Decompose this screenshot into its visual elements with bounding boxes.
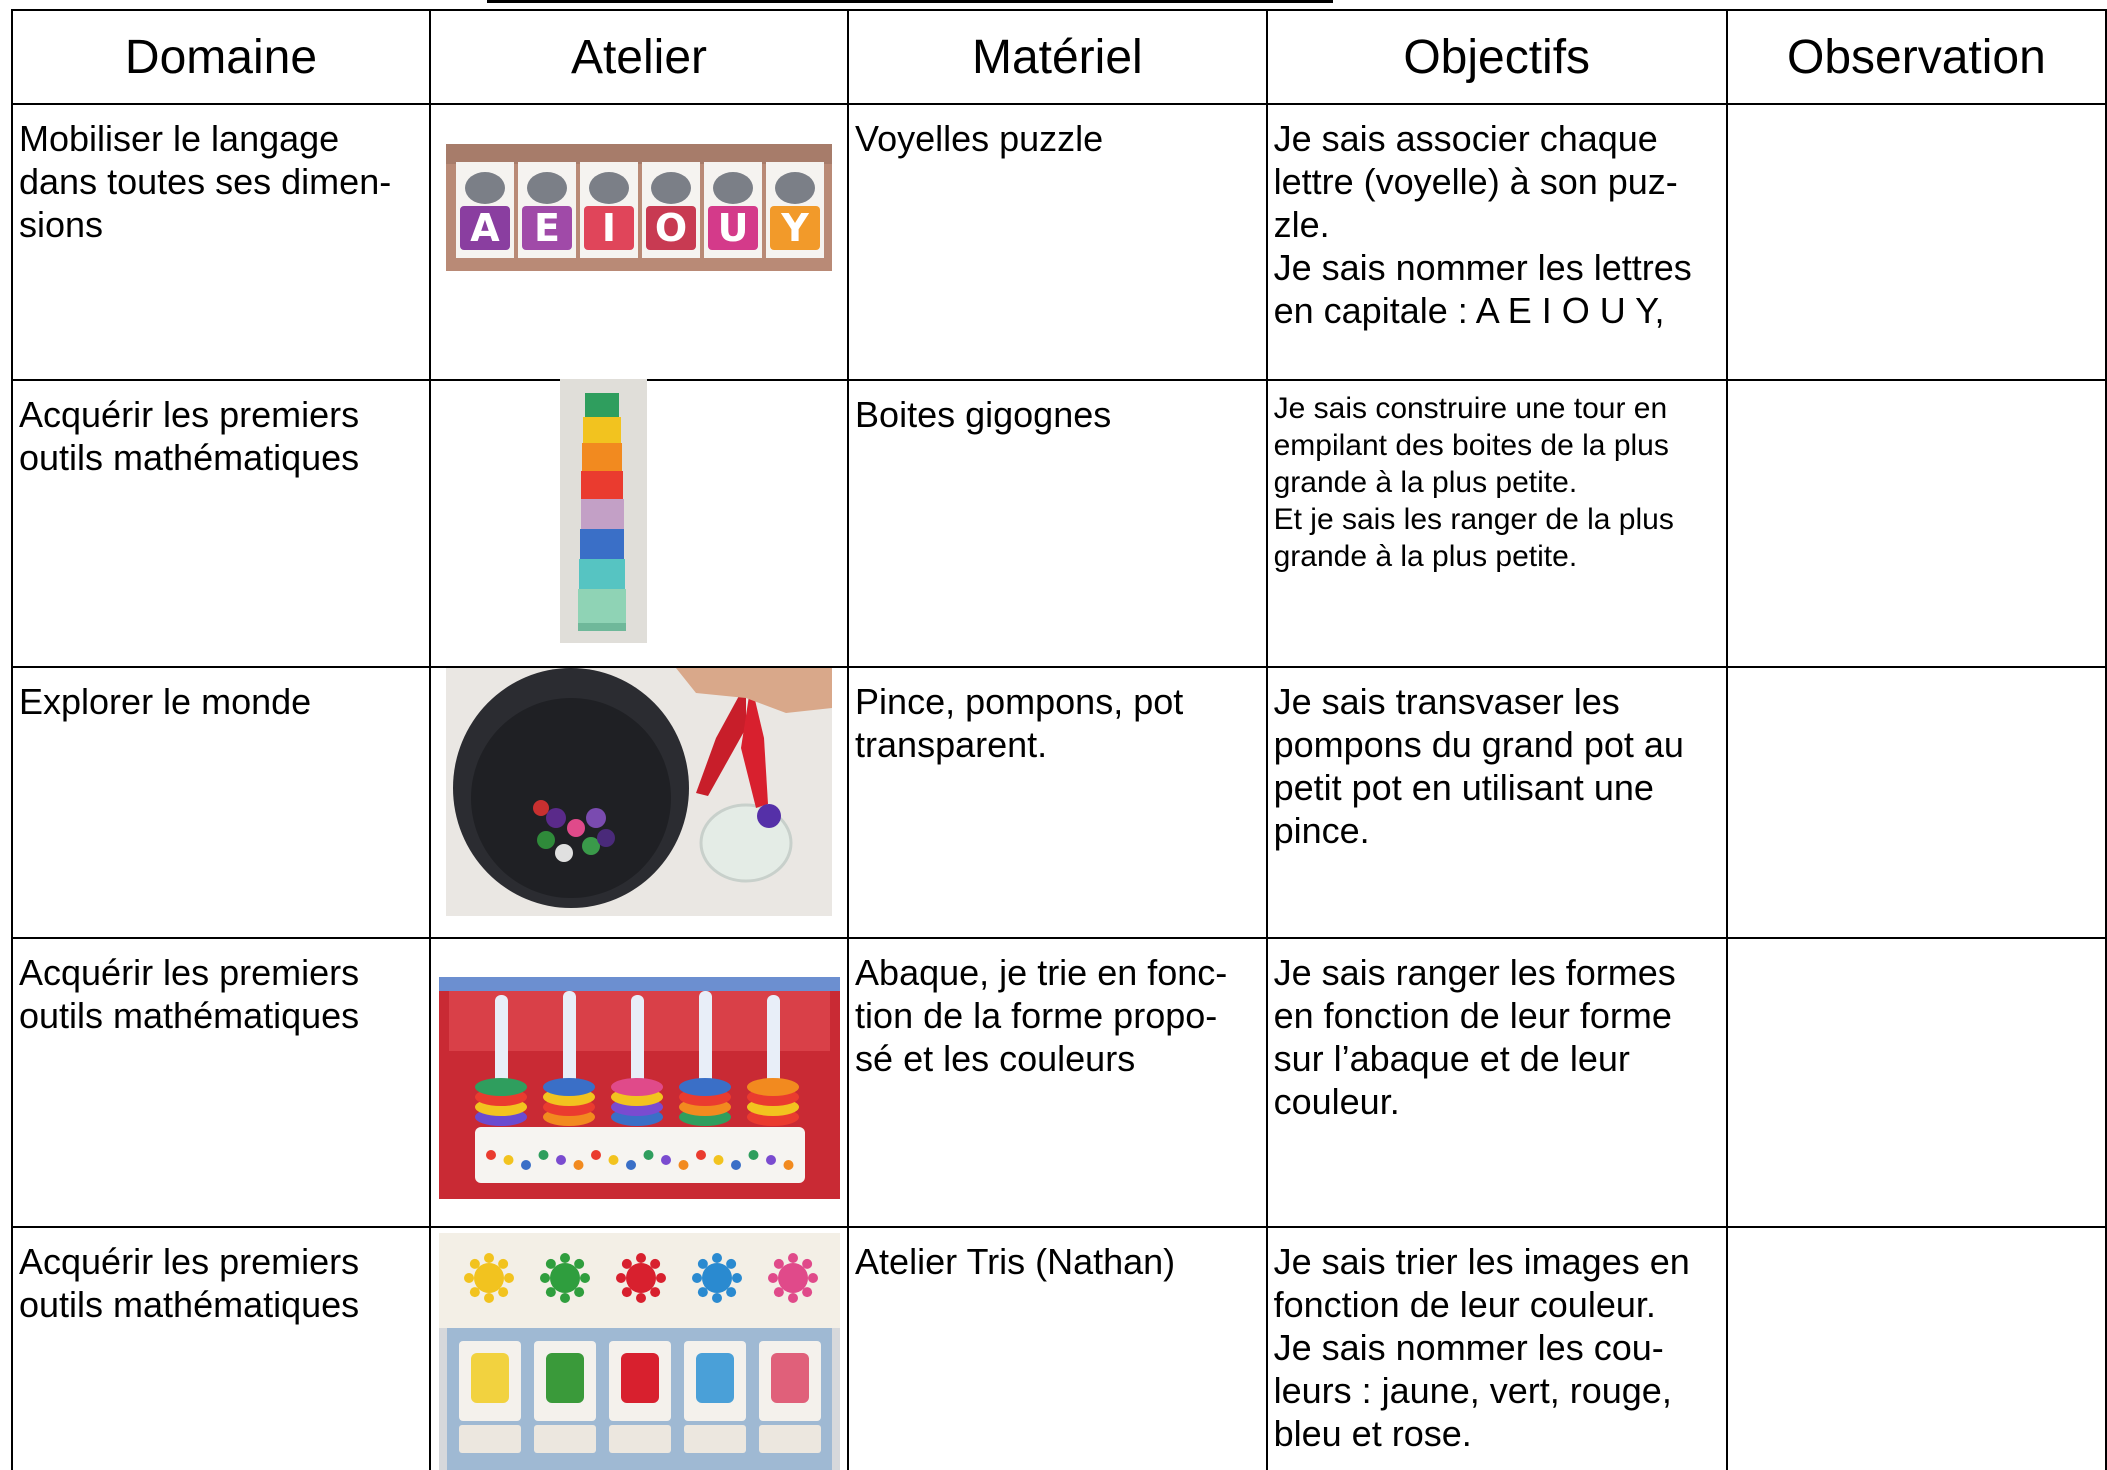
- domaine-cell: Mobiliser le langage dans toutes ses dimen- sions: [12, 104, 430, 380]
- domaine-cell: Acquérir les premiers outils mathématiques: [12, 1227, 430, 1470]
- table-row: [12, 667, 2106, 938]
- vowel-letter: U: [717, 206, 749, 250]
- workshop-table: [11, 9, 2107, 1470]
- atelier-cell: [430, 938, 848, 1227]
- header-row: [12, 10, 2106, 104]
- table-row: [12, 938, 2106, 1227]
- vowel-letter: A: [470, 206, 500, 250]
- domaine-cell: Acquérir les premiers outils mathématiques: [12, 380, 430, 667]
- vowel-puzzle-cards-photo: [446, 144, 832, 271]
- vowel-letter: O: [654, 206, 688, 250]
- atelier-cell: [430, 1227, 848, 1470]
- header-materiel: Matériel: [848, 10, 1267, 104]
- objectifs-cell: Je sais associer chaque lettre (voyelle) à son puz- zle. Je sais nommer les lettres en capitale : A E I O U Y,: [1267, 104, 1727, 380]
- header-observation: Observation: [1727, 10, 2106, 104]
- tweezers-pompoms-pot-photo: [446, 668, 832, 916]
- header-domaine: Domaine: [12, 10, 430, 104]
- table-row: [12, 1227, 2106, 1470]
- domaine-cell: Acquérir les premiers outils mathématiques: [12, 938, 430, 1227]
- materiel-cell: Voyelles puzzle: [848, 104, 1267, 380]
- domaine-cell: Explorer le monde: [12, 667, 430, 938]
- objectifs-cell: Je sais construire une tour en empilant des boites de la plus grande à la plus petite. Et je sais les ranger de la plus grande à la plus petite.: [1267, 380, 1727, 667]
- color-sorting-tray-photo: [439, 1233, 840, 1470]
- table-row: [12, 104, 2106, 380]
- observation-cell[interactable]: [1727, 938, 2106, 1227]
- observation-cell[interactable]: [1727, 1227, 2106, 1470]
- table-row: [12, 380, 2106, 667]
- shape-sorting-abacus-photo: [439, 977, 840, 1199]
- vowel-letter: Y: [781, 206, 809, 250]
- objectifs-cell: Je sais ranger les formes en fonction de leur forme sur l’abaque et de leur couleur.: [1267, 938, 1727, 1227]
- objectifs-cell: Je sais transvaser les pompons du grand pot au petit pot en utilisant une pince.: [1267, 667, 1727, 938]
- header-atelier: Atelier: [430, 10, 848, 104]
- nesting-boxes-tower-photo: [560, 379, 647, 643]
- atelier-cell: [430, 667, 848, 938]
- atelier-cell: [430, 104, 848, 380]
- observation-cell[interactable]: [1727, 104, 2106, 380]
- materiel-cell: Pince, pompons, pot transparent.: [848, 667, 1267, 938]
- materiel-cell: Boites gigognes: [848, 380, 1267, 667]
- header-objectifs: Objectifs: [1267, 10, 1727, 104]
- vowel-letter: I: [601, 206, 617, 250]
- atelier-cell: [430, 380, 848, 667]
- vowel-letter: E: [533, 206, 560, 250]
- materiel-cell: Atelier Tris (Nathan): [848, 1227, 1267, 1470]
- materiel-cell: Abaque, je trie en fonc- tion de la forme propo- sé et les couleurs: [848, 938, 1267, 1227]
- objectifs-cell: Je sais trier les images en fonction de leur couleur. Je sais nommer les cou- leurs : jaune, vert, rouge, bleu et rose.: [1267, 1227, 1727, 1470]
- observation-cell[interactable]: [1727, 667, 2106, 938]
- observation-cell[interactable]: [1727, 380, 2106, 667]
